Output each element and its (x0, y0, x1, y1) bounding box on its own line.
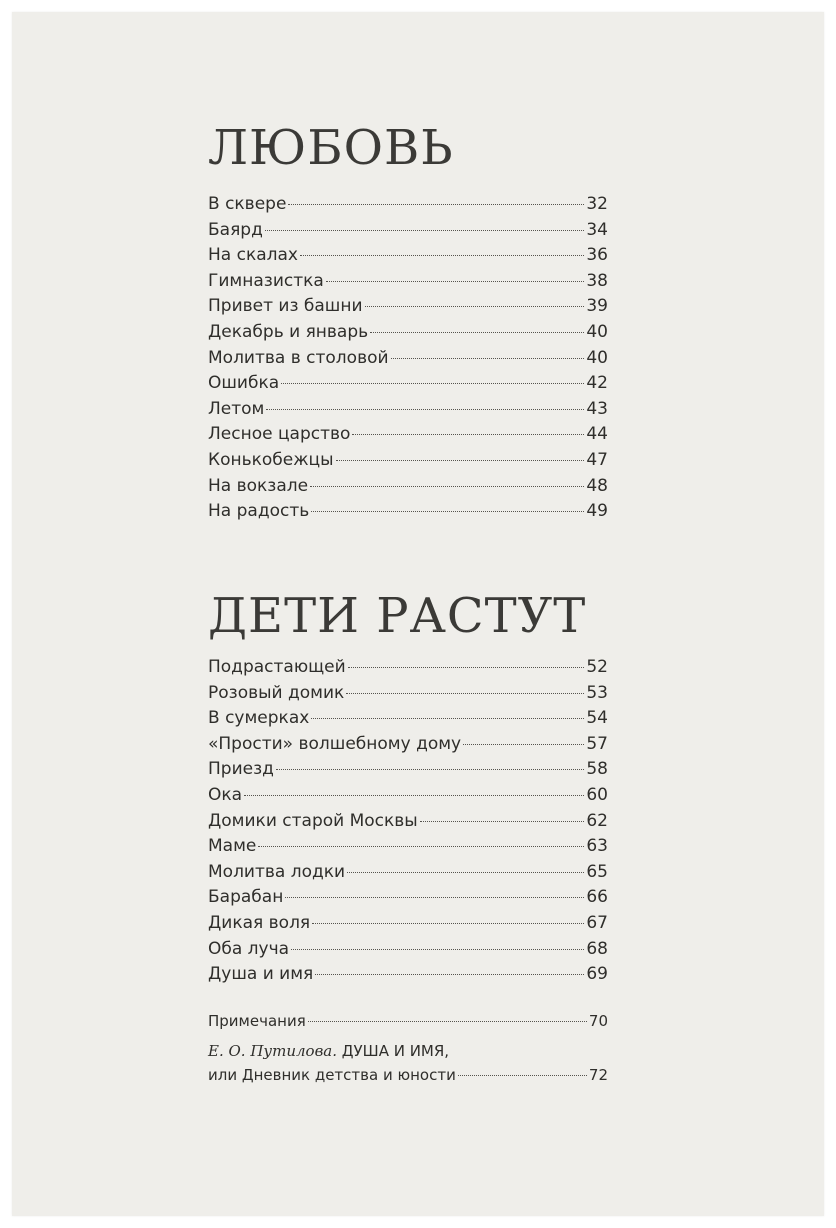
toc-entry-title: Барабан (208, 887, 284, 908)
toc-entry-title: В сквере (208, 194, 287, 214)
toc-entry[interactable] (208, 271, 608, 297)
toc-entry-page: 40 (586, 321, 608, 342)
dot-leader (311, 511, 584, 512)
dot-leader (265, 230, 585, 231)
toc-entry[interactable] (208, 245, 608, 271)
toc-entry-page: 43 (586, 398, 608, 419)
toc-list-love (208, 194, 608, 527)
toc-entry-title: Оба луча (208, 938, 290, 959)
toc-entry-title: Декабрь и январь (208, 321, 369, 342)
dot-leader (336, 460, 585, 461)
toc-entry[interactable] (208, 683, 608, 709)
toc-entry[interactable] (208, 348, 608, 374)
toc-entry-page: 34 (586, 219, 608, 240)
toc-entry-page: 44 (586, 424, 608, 445)
dot-leader (348, 667, 585, 668)
dot-leader (420, 821, 585, 822)
toc-entry-page: 39 (586, 296, 608, 317)
toc-entry-title: Конькобежцы (208, 449, 334, 470)
toc-entry-page: 32 (586, 194, 608, 214)
toc-entry-title: Молитва лодки (208, 861, 346, 882)
toc-entry[interactable] (208, 887, 608, 913)
toc-entry-title: Привет из башни (208, 296, 363, 317)
toc-entry[interactable] (208, 450, 608, 476)
toc-entry-page: 53 (586, 682, 608, 703)
toc-entry-page: 72 (588, 1066, 608, 1084)
toc-entry-title: На вокзале (208, 475, 309, 496)
toc-entry[interactable] (208, 424, 608, 450)
dot-leader (347, 872, 584, 873)
toc-entry-title: На скалах (208, 245, 298, 266)
dot-leader (258, 846, 584, 847)
dot-leader (276, 769, 584, 770)
toc-entry[interactable] (208, 939, 608, 965)
toc-list-notes (208, 1012, 608, 1038)
toc-entry-page: 68 (586, 938, 608, 959)
toc-entry[interactable] (208, 373, 608, 399)
dot-leader (346, 693, 584, 694)
toc-entry-title: Гимназистка (208, 270, 324, 291)
toc-entry[interactable] (208, 296, 608, 322)
essay-author: Е. О. Путилова. (208, 1042, 338, 1060)
toc-entry-title: Домики старой Москвы (208, 810, 418, 831)
section-title-children: ДЕТИ РАСТУТ (208, 588, 587, 644)
toc-entry[interactable] (208, 501, 608, 527)
dot-leader (311, 718, 584, 719)
dot-leader (370, 332, 584, 333)
toc-entry-page: 70 (588, 1012, 608, 1030)
toc-entry-title: Дикая воля (208, 912, 311, 933)
dot-leader (352, 434, 584, 435)
dot-leader (288, 204, 584, 205)
toc-entry-title: Маме (208, 836, 257, 857)
toc-entry-notes[interactable] (208, 1012, 608, 1038)
toc-entry-page: 65 (586, 861, 608, 882)
toc-entry-title: Ошибка (208, 373, 280, 394)
dot-leader (291, 949, 584, 950)
essay-heading (208, 1042, 608, 1066)
toc-entry[interactable] (208, 811, 608, 837)
toc-entry[interactable] (208, 322, 608, 348)
toc-entry-page: 54 (586, 708, 608, 729)
toc-entry-title: Лесное царство (208, 424, 351, 445)
toc-entry-title: Баярд (208, 219, 263, 240)
dot-leader (310, 486, 584, 487)
book-page (12, 12, 824, 1216)
section-title-love: ЛЮБОВЬ (208, 120, 454, 176)
dot-leader (458, 1075, 587, 1076)
toc-entry-page: 47 (586, 449, 608, 470)
toc-entry[interactable] (208, 708, 608, 734)
toc-entry[interactable] (208, 657, 608, 683)
toc-entry-title: Летом (208, 398, 265, 419)
essay-subtitle-row (208, 1066, 608, 1090)
toc-entry-page: 58 (586, 759, 608, 780)
dot-leader (326, 281, 585, 282)
toc-entry[interactable] (208, 785, 608, 811)
dot-leader (300, 255, 584, 256)
toc-entry-page: 48 (586, 475, 608, 496)
toc-entry[interactable] (208, 194, 608, 220)
toc-entry-page: 57 (586, 733, 608, 754)
toc-list-children (208, 657, 608, 990)
toc-entry-title: На радость (208, 501, 310, 522)
toc-entry-page: 42 (586, 373, 608, 394)
dot-leader (266, 409, 584, 410)
toc-entry-page: 67 (586, 912, 608, 933)
toc-entry-page: 63 (586, 836, 608, 857)
toc-entry[interactable] (208, 734, 608, 760)
toc-entry-essay[interactable] (208, 1042, 608, 1090)
toc-entry-page: 40 (586, 347, 608, 368)
essay-title: ДУША И ИМЯ, (341, 1042, 450, 1060)
toc-entry-title: Ока (208, 784, 243, 805)
toc-entry-title: Душа и имя (208, 964, 314, 985)
dot-leader (281, 383, 584, 384)
essay-subtitle: или Дневник детства и юности (208, 1066, 456, 1084)
dot-leader (315, 974, 584, 975)
toc-entry[interactable] (208, 399, 608, 425)
toc-entry[interactable] (208, 913, 608, 939)
toc-entry[interactable] (208, 836, 608, 862)
toc-entry-title: В сумерках (208, 708, 310, 729)
dot-leader (285, 897, 584, 898)
dot-leader (308, 1021, 587, 1022)
toc-entry-title: Розовый домик (208, 682, 345, 703)
toc-entry-title: Примечания (208, 1012, 306, 1030)
toc-entry-page: 38 (586, 270, 608, 291)
toc-entry-page: 69 (586, 964, 608, 985)
toc-entry[interactable] (208, 862, 608, 888)
toc-entry[interactable] (208, 964, 608, 990)
dot-leader (463, 744, 584, 745)
dot-leader (365, 306, 585, 307)
toc-entry-page: 49 (586, 501, 608, 522)
toc-entry-page: 52 (586, 657, 608, 677)
toc-entry-page: 60 (586, 784, 608, 805)
toc-entry[interactable] (208, 476, 608, 502)
toc-entry-title: Приезд (208, 759, 274, 780)
toc-entry[interactable] (208, 220, 608, 246)
toc-entry-title: Молитва в столовой (208, 347, 389, 368)
toc-entry-title: Подрастающей (208, 657, 346, 677)
toc-entry-page: 66 (586, 887, 608, 908)
dot-leader (244, 795, 584, 796)
dot-leader (391, 358, 585, 359)
toc-entry-title: «Прости» волшебному дому (208, 733, 462, 754)
toc-entry-page: 62 (586, 810, 608, 831)
toc-entry-page: 36 (586, 245, 608, 266)
dot-leader (312, 923, 584, 924)
toc-entry[interactable] (208, 759, 608, 785)
